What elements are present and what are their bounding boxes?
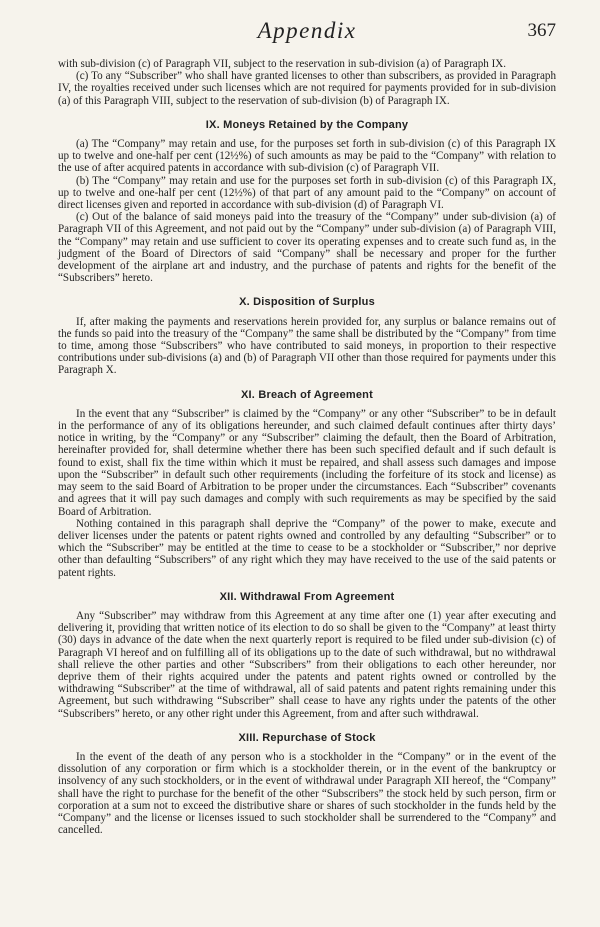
- paragraph: (c) Out of the balance of said moneys paid into the treasury of the “Company” under sub-division (a) of Paragraph VII of this Agreement, and not paid out by the “Company” under sub-division (a) of Paragraph VIII, the “Company” may retain and use sufficient to cover its operating expenses and to create such fund as, in the judgment of the Board of Directors of said “Company” shall be necessary and proper for the further development of the airplane art and industry, and the purchase of patents and rights for the benefit of the “Subscribers” hereto.: [58, 211, 556, 285]
- running-title: Appendix: [257, 18, 357, 43]
- paragraph: Any “Subscriber” may withdraw from this Agreement at any time after one (1) year after executing and delivering it, providing that written notice of its election to do so shall be given to the “Company” at least thirty (30) days in advance of the date when the next quarterly report is required to be filed under sub-division (c) of Paragraph VI hereof and on fulfilling all of its obligations up to the date of such withdrawal, but no withdrawal shall relieve the other parties and other “Subscribers” from their obligations to each other hereunder, nor deprive them of their rights acquired under the patents and patent rights owned or controlled by the withdrawing “Subscriber” at the time of withdrawal, all of said patents and patent rights remaining under this Agreement, but such withdrawing “Subscriber” shall cease to have any rights under the patents of the other “Subscribers” hereto, or any other right under this Agreement, from and after such withdrawal.: [58, 609, 556, 720]
- section-xiii: [58, 732, 556, 837]
- section-heading: IX. Moneys Retained by the Company: [205, 118, 409, 131]
- section-xii: [58, 591, 556, 720]
- paragraph: (a) The “Company” may retain and use, for the purposes set forth in sub-division (c) of this Paragraph IX up to twelve and one-half per cent (12½%) of such amounts as may be paid to the “Company” with relation to the use of after acquired patents in accordance with sub-division (c) of Paragraph VII.: [58, 138, 556, 175]
- paragraph: In the event that any “Subscriber” is claimed by the “Company” or any other “Subscriber” to be in default in the performance of any of its obligations hereunder, and such claimed default continues after thirty days’ notice in writing, by the “Company” or any “Subscriber” claiming the default, then the Board of Arbitration, hereinafter provided for, shall determine whether there has been such specified default and if such default is found to exist, shall fix the time within which it must be repaired, and shall assess such damages and impose upon the “Subscriber” in default such other requirements (including the forfeiture of its stock and license) as may seem to the said Board of Arbitration to be proper under the circumstances. Each “Subscriber” covenants and agrees that it will pay such damages and comply with such requirements as may be specified by the said Board of Arbitration.: [58, 407, 556, 518]
- paragraph: (c) To any “Subscriber” who shall have granted licenses to other than subscribers, as provided in Paragraph IV, the royalties received under such licenses which are not required for payments provided for in sub-division (a) of this Paragraph VIII, subject to the reservation of sub-division (b) of Paragraph IX.: [58, 70, 556, 107]
- section-xi: [58, 389, 556, 579]
- paragraph: (b) The “Company” may retain and use for the purposes set forth in sub-division (c) of this Paragraph IX, up to twelve and one-half per cent (12½%) of that part of any amount paid to the “Company” on account of direct licenses given and reported in accordance with sub-division (d) of Paragraph VI.: [58, 174, 556, 212]
- paragraph: with sub-division (c) of Paragraph VII, subject to the reservation in sub-division (a) of Paragraph IX.: [58, 58, 507, 70]
- section-x: [58, 296, 556, 376]
- paragraph: Nothing contained in this paragraph shall deprive the “Company” of the power to make, execute and deliver licenses under the patents or patent rights owned and controlled by any defaulting “Subscriber” or to which the “Subscriber” may be entitled at the time to cease to be a stockholder or “Subscriber,” nor deprive other than defaulting “Subscribers” of any right which they may have received to the use of the said patents or patent rights.: [58, 517, 556, 579]
- paragraph: In the event of the death of any person who is a stockholder in the “Company” or in the event of the dissolution of any corporation or firm which is a stockholder therein, or in the event of the bankruptcy or insolvency of any such stockholders, or in the event of withdrawal under Paragraph XII hereof, the “Company” shall have the right to purchase for the benefit of the other “Subscribers” the stock held by such person, firm or corporation at a sum not to exceed the distributive share or shares of such stockholder in the funds held by the “Company” and the license or licenses issued to such stockholder shall be surrendered to the “Company” and cancelled.: [58, 750, 556, 837]
- section-continuation: [58, 58, 556, 107]
- section-heading: X. Disposition of Surplus: [239, 296, 375, 309]
- section-ix: [58, 119, 556, 285]
- document-body: [58, 58, 556, 836]
- paragraph: If, after making the payments and reservations herein provided for, any surplus or balance remains out of the funds so paid into the treasury of the “Company” the same shall be distributed by the “Company” from time to time, among those “Subscribers” who have contributed to said moneys, in proportion to their respective contributions under sub-divisions (a) and (b) of Paragraph VII other than those required for payments under this Paragraph X.: [58, 315, 556, 377]
- section-heading: XII. Withdrawal From Agreement: [219, 590, 395, 603]
- page-number: 367: [527, 20, 556, 41]
- section-heading: XI. Breach of Agreement: [241, 388, 373, 401]
- section-heading: XIII. Repurchase of Stock: [238, 731, 376, 744]
- page-header: [58, 18, 556, 58]
